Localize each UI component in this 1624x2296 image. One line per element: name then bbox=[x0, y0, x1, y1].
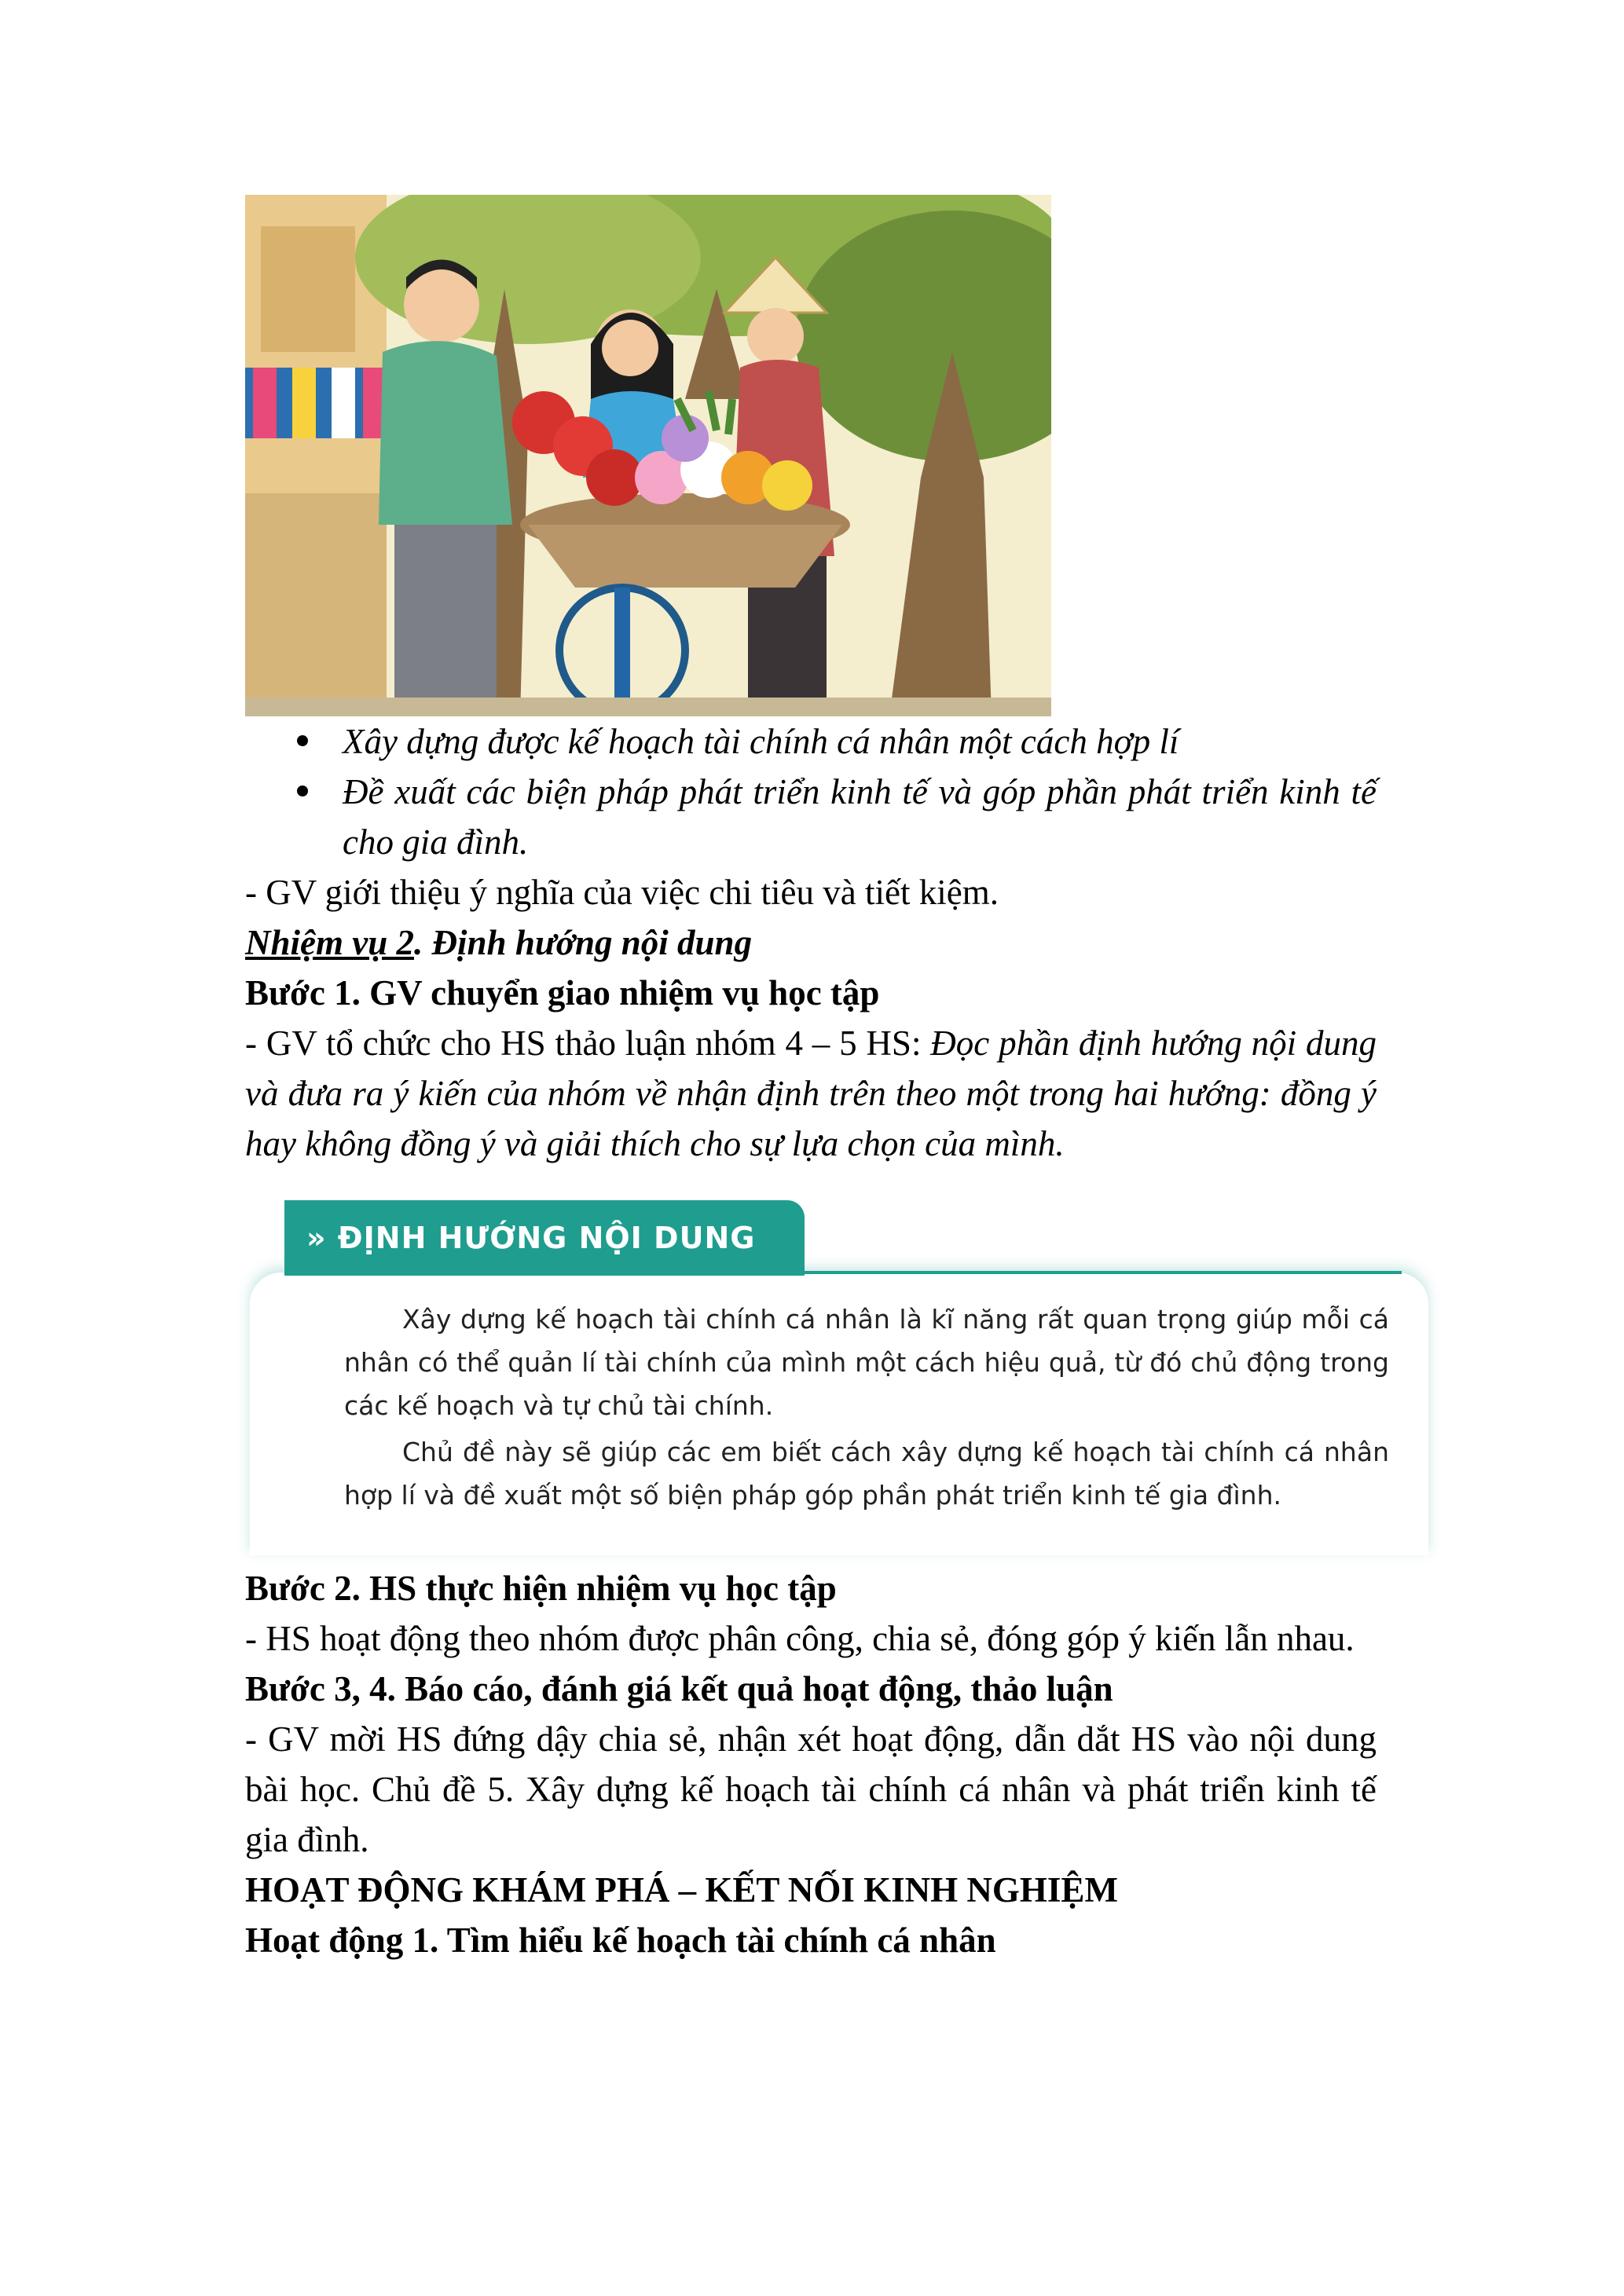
step2-heading: Bước 2. HS thực hiện nhiệm vụ học tập bbox=[245, 1569, 837, 1608]
orientation-box-divider bbox=[805, 1271, 1402, 1274]
list-item: Xây dựng được kế hoạch tài chính cá nhân một cách hợp lí bbox=[245, 716, 1377, 767]
activity1-rest: . Tìm hiểu kế hoạch tài chính cá nhân bbox=[430, 1921, 996, 1960]
step2-text: - HS hoạt động theo nhóm được phân công, chia sẻ, đóng góp ý kiến lẫn nhau. bbox=[245, 1619, 1355, 1658]
bullet-dot-icon bbox=[297, 785, 308, 796]
activity1-heading bbox=[245, 1915, 1377, 1965]
lower-text-block bbox=[245, 1563, 1377, 1965]
task2-label: Nhiệm vụ 2 bbox=[245, 923, 415, 962]
task2-heading bbox=[245, 917, 1377, 968]
orientation-box-header bbox=[284, 1200, 805, 1276]
step1-lead: - GV tổ chức cho HS thảo luận nhóm 4 – 5 HS: bbox=[245, 1023, 931, 1063]
flower-seller-illustration bbox=[245, 195, 1051, 716]
step1-italic: Đọc phần định hướng nội dung và đưa ra ý kiến của nhóm về nhận định trên theo một trong hai hướng: đồng ý hay không đồng ý và giải thích cho sự lựa chọn của mình. bbox=[245, 1023, 1377, 1163]
objectives-list bbox=[245, 716, 1377, 867]
activity1-prefix: Hoạt động 1 bbox=[245, 1921, 431, 1960]
orientation-box-text bbox=[344, 1298, 1389, 1520]
list-item: Đề xuất các biện pháp phát triển kinh tế và góp phần phát triển kinh tế cho gia đình. bbox=[245, 767, 1377, 867]
flower-seller-illustration-icon bbox=[245, 195, 1051, 716]
step34-text: - GV mời HS đứng dậy chia sẻ, nhận xét hoạt động, dẫn dắt HS vào nội dung bài học. Chủ đề 5. Xây dựng kế hoạch tài chính cá nhân và phát triển kinh tế gia đình. bbox=[245, 1719, 1377, 1859]
intro-line: - GV giới thiệu ý nghĩa của việc chi tiêu và tiết kiệm. bbox=[245, 873, 999, 912]
orientation-box bbox=[245, 1186, 1439, 1555]
orientation-box-title: ĐỊNH HƯỚNG NỘI DUNG bbox=[337, 1221, 756, 1255]
double-chevron-icon: » bbox=[306, 1221, 327, 1255]
step1-text bbox=[245, 1018, 1377, 1169]
section-heading: HOẠT ĐỘNG KHÁM PHÁ – KẾT NỐI KINH NGHIỆM bbox=[245, 1870, 1118, 1910]
orientation-paragraph: Chủ đề này sẽ giúp các em biết cách xây dựng kế hoạch tài chính cá nhân hợp lí và đề xuất một số biện pháp góp phần phát triển kinh tế gia đình. bbox=[344, 1437, 1389, 1511]
step1-heading: Bước 1. GV chuyển giao nhiệm vụ học tập bbox=[245, 973, 880, 1013]
upper-text-block bbox=[245, 716, 1377, 1169]
step34-heading: Bước 3, 4. Báo cáo, đánh giá kết quả hoạt động, thảo luận bbox=[245, 1669, 1113, 1708]
bullet-dot-icon bbox=[297, 735, 308, 746]
orientation-paragraph: Xây dựng kế hoạch tài chính cá nhân là kĩ năng rất quan trọng giúp mỗi cá nhân có thể quản lí tài chính của mình một cách hiệu quả, từ đó chủ động trong các kế hoạch và tự chủ tài chính. bbox=[344, 1304, 1389, 1421]
task2-title: . Định hướng nội dung bbox=[414, 923, 753, 962]
